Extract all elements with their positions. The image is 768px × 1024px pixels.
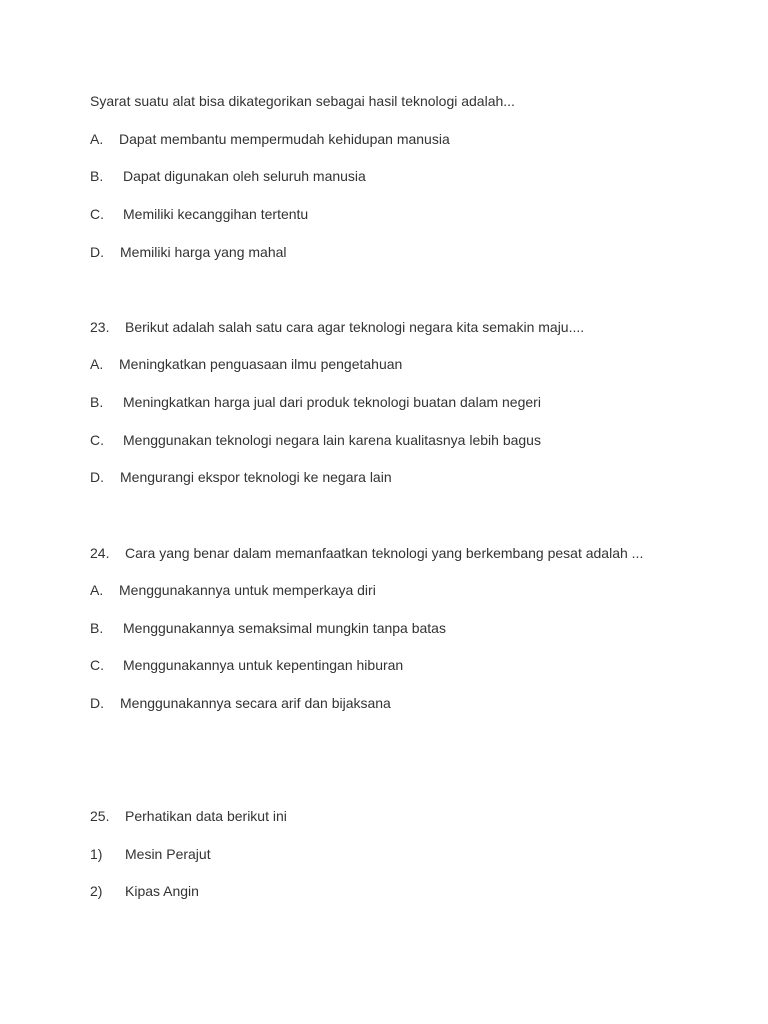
- option-marker: B.: [90, 394, 104, 410]
- option-text: Memiliki kecanggihan tertentu: [123, 206, 309, 222]
- option-text: Menggunakannya semaksimal mungkin tanpa batas: [123, 620, 446, 636]
- option-marker: A.: [90, 356, 104, 372]
- option-text: Menggunakan teknologi negara lain karena kualitasnya lebih bagus: [123, 432, 541, 448]
- question-number: 25.: [90, 808, 110, 824]
- option-marker: D.: [90, 469, 104, 485]
- option-marker: A.: [90, 582, 104, 598]
- item-text: Kipas Angin: [125, 883, 199, 899]
- option-text: Menggunakannya untuk memperkaya diri: [119, 582, 376, 598]
- item-marker: 2): [90, 883, 103, 899]
- option-text: Dapat digunakan oleh seluruh manusia: [123, 168, 366, 184]
- option-marker: B.: [90, 620, 104, 636]
- option-text: Menggunakannya secara arif dan bijaksana: [120, 695, 391, 711]
- option-text: Dapat membantu mempermudah kehidupan manusia: [119, 131, 450, 147]
- option-text: Menggunakannya untuk kepentingan hiburan: [123, 657, 404, 673]
- option-text: Meningkatkan harga jual dari produk teknologi buatan dalam negeri: [123, 394, 541, 410]
- option-marker: B.: [90, 168, 104, 184]
- option-marker: C.: [90, 206, 104, 222]
- option-marker: A.: [90, 131, 104, 147]
- item-text: Mesin Perajut: [125, 846, 211, 862]
- option-marker: D.: [90, 695, 104, 711]
- question-text: Syarat suatu alat bisa dikategorikan sebagai hasil teknologi adalah...: [90, 93, 515, 109]
- question-number: 23.: [90, 319, 110, 335]
- question-text: Perhatikan data berikut ini: [125, 808, 287, 824]
- option-text: Memiliki harga yang mahal: [120, 244, 287, 260]
- option-marker: C.: [90, 657, 104, 673]
- item-marker: 1): [90, 846, 103, 862]
- option-text: Mengurangi ekspor teknologi ke negara lain: [120, 469, 392, 485]
- question-text: Berikut adalah salah satu cara agar teknologi negara kita semakin maju....: [125, 319, 585, 335]
- option-text: Meningkatkan penguasaan ilmu pengetahuan: [119, 356, 403, 372]
- option-marker: C.: [90, 432, 104, 448]
- question-text: Cara yang benar dalam memanfaatkan teknologi yang berkembang pesat adalah ...: [125, 545, 644, 561]
- option-marker: D.: [90, 244, 104, 260]
- question-number: 24.: [90, 545, 110, 561]
